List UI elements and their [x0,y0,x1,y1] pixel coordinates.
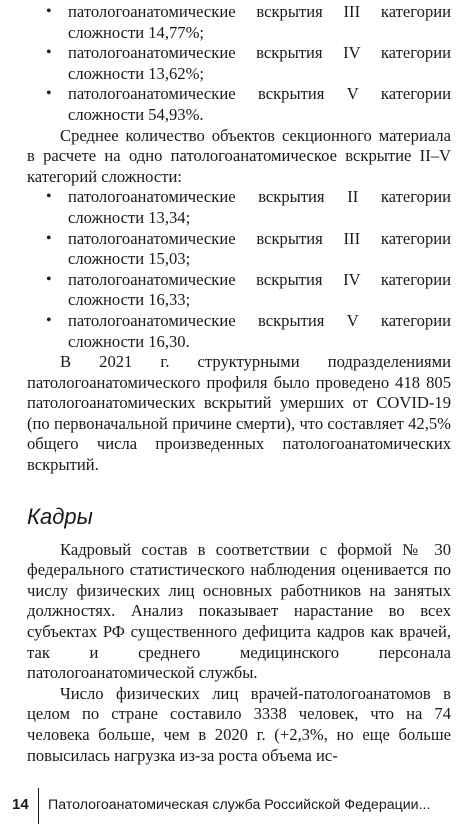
list-item: • патологоанатомические вскрытия V категории сложности 54,93%. [27,84,451,125]
body-text [27,2,451,766]
paragraph-covid-2021: В 2021 г. структурными подразделениями патологоанатомического профиля было проведено 418 805 патологоанатомических вскрытий умерших от COVID-19 (по первоначальной причине смерти), что составляет 42,5% общего числа произведенных патологоанатомических вскрытий. [27,352,451,475]
list-item: • патологоанатомические вскрытия II категории сложности 13,34; [27,187,451,228]
page-footer [12,788,462,824]
running-title: Патологоанатомическая служба Российской Федерации... [48,797,431,813]
list-item: • патологоанатомические вскрытия IV категории сложности 13,62%; [27,43,451,84]
bullet-list-average-objects [27,187,451,352]
list-item: • патологоанатомические вскрытия IV категории сложности 16,33; [27,270,451,311]
paragraph-doctor-count: Число физических лиц врачей-патологоанатомов в целом по стране составило 3338 человек, что на 74 человека больше, чем в 2020 г. (+2,3%, но еще больше повысилась нагрузка из-за роста объема ис- [27,683,451,765]
page-number: 14 [12,796,29,813]
section-heading: Кадры [27,503,93,529]
paragraph-average-objects: Среднее количество объектов секционного материала в расчете на одно патологоанатомическое вскрытие II–V категорий сложности: [27,125,451,186]
bullet-list-categories-share [27,2,451,126]
paragraph-staff: Кадровый состав в соответствии с формой № 30 федерального статистического наблюдения оценивается по числу физических лиц основных работников на занятых должностях. Анализ показывает нарастание во всех субъектах РФ существенного дефицита кадров как врачей, так и среднего медицинского персонала патологоанатомической службы. [27,539,451,683]
list-item: • патологоанатомические вскрытия III категории сложности 14,77%; [27,2,451,43]
list-item: • патологоанатомические вскрытия V категории сложности 16,30. [27,311,451,352]
footer-divider [38,788,39,824]
list-item: • патологоанатомические вскрытия III категории сложности 15,03; [27,229,451,270]
